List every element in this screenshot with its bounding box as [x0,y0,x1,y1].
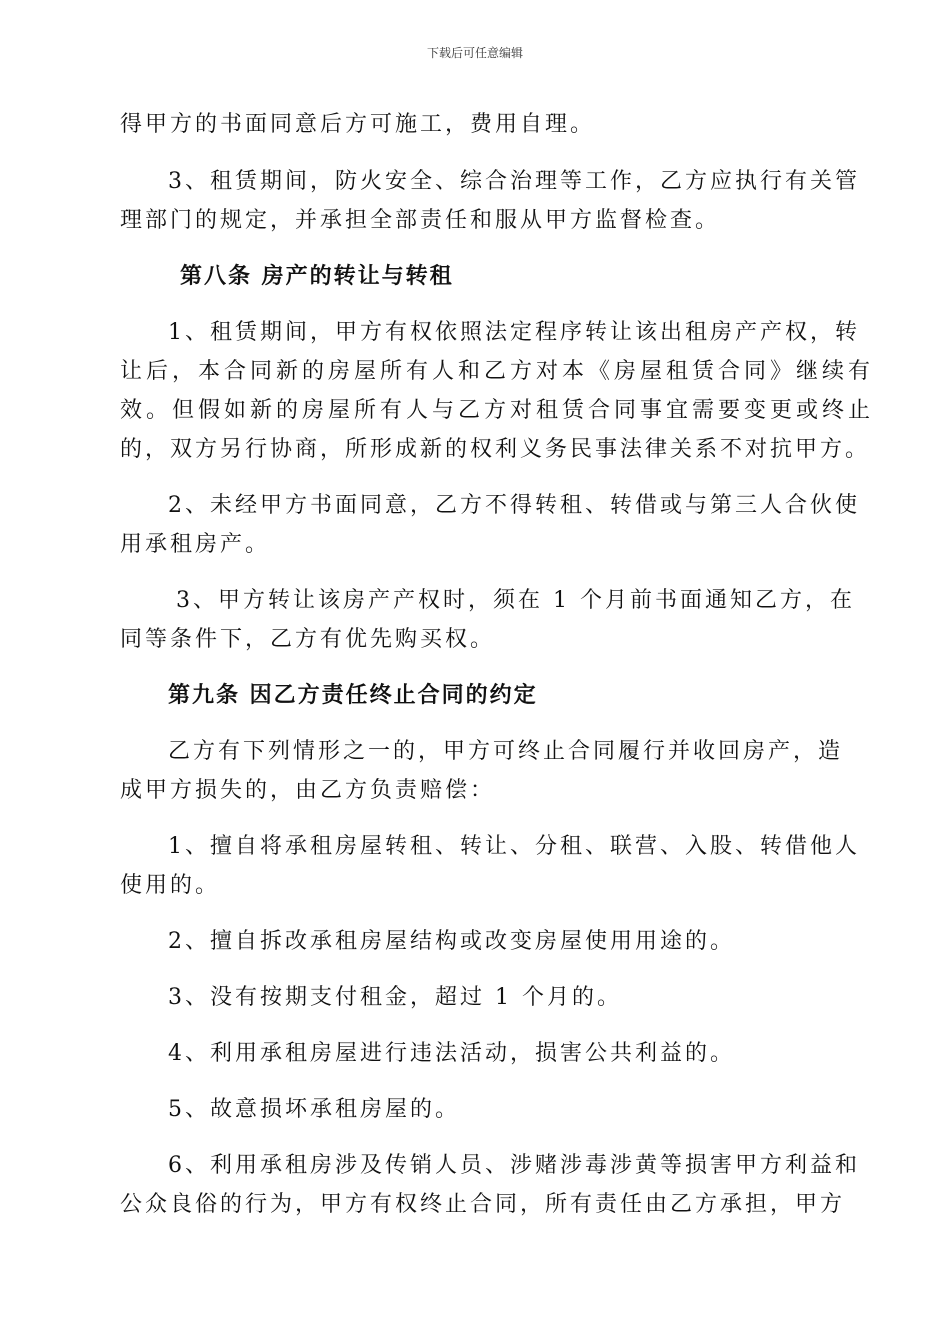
paragraph-line: 6、利用承租房涉及传销人员、涉赌涉毒涉黄等损害甲方利益和 [168,1153,860,1178]
paragraph-line: 3、租赁期间，防火安全、综合治理等工作，乙方应执行有关管 [168,169,860,194]
paragraph-line: 的，双方另行协商，所形成新的权利义务民事法律关系不对抗甲方。 [120,437,871,462]
paragraph-line: 乙方有下列情形之一的，甲方可终止合同履行并收回房产，造 [168,739,844,764]
paragraph-line: 1、租赁期间，甲方有权依照法定程序转让该出租房产产权，转 [168,320,860,345]
paragraph-line: 公众良俗的行为，甲方有权终止合同，所有责任由乙方承担，甲方 [120,1192,846,1217]
paragraph-line: 让后，本合同新的房屋所有人和乙方对本《房屋租赁合同》继续有 [120,359,875,384]
paragraph-line: 3、甲方转让该房产产权时，须在 1 个月前书面通知乙方，在 [176,588,855,613]
paragraph-line: 成甲方损失的，由乙方负责赔偿： [120,778,496,803]
paragraph-line: 效。但假如新的房屋所有人与乙方对租赁合同事宜需要变更或终止 [120,398,875,423]
paragraph-line: 使用的。 [120,873,221,898]
paragraph-line: 得甲方的书面同意后方可施工，费用自理。 [120,112,596,137]
page-header: 下载后可任意编辑 [426,46,523,60]
paragraph-line: 理部门的规定，并承担全部责任和服从甲方监督检查。 [120,208,721,233]
section-heading-8: 第八条 房产的转让与转租 [180,264,454,289]
paragraph-line: 用承租房产。 [120,532,271,557]
paragraph-line: 3、没有按期支付租金，超过 1 个月的。 [168,985,622,1010]
paragraph-line: 4、利用承租房屋进行违法活动，损害公共利益的。 [168,1041,735,1066]
paragraph-line: 2、未经甲方书面同意，乙方不得转租、转借或与第三人合伙使 [168,493,860,518]
paragraph-line: 2、擅自拆改承租房屋结构或改变房屋使用用途的。 [168,929,735,954]
section-heading-9: 第九条 因乙方责任终止合同的约定 [168,683,538,708]
paragraph-line: 5、故意损坏承租房屋的。 [168,1097,460,1122]
paragraph-line: 同等条件下，乙方有优先购买权。 [120,627,496,652]
paragraph-line: 1、擅自将承租房屋转租、转让、分租、联营、入股、转借他人 [168,834,860,859]
